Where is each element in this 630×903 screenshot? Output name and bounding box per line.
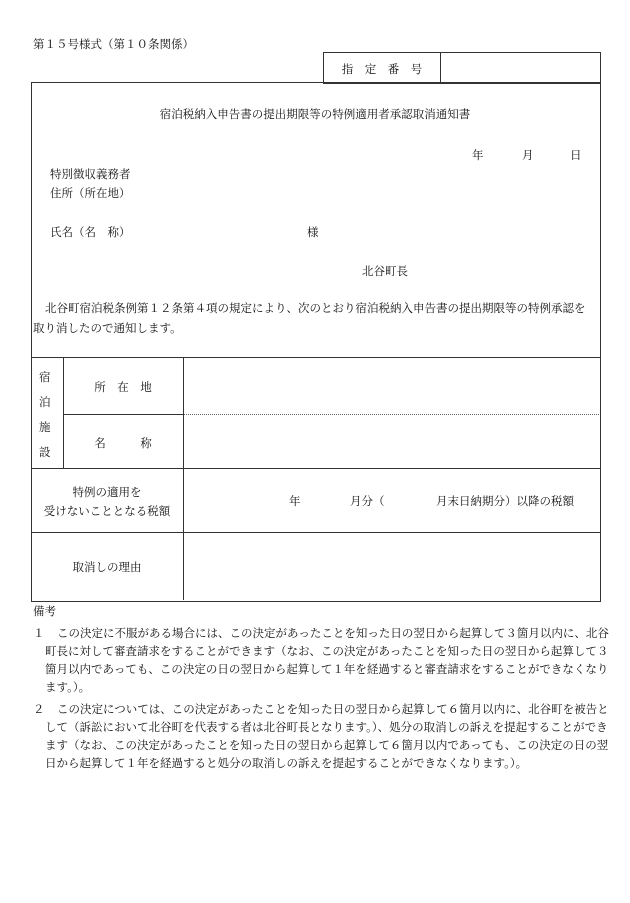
- date-month: 月: [522, 148, 534, 162]
- tax-value-year: 年: [289, 494, 301, 508]
- tax-label-line-2: 受けないこととなる税額: [43, 504, 171, 518]
- facility-location-field[interactable]: [184, 358, 599, 414]
- date-day: 日: [570, 148, 582, 162]
- issuer: 北谷町長: [362, 264, 408, 278]
- notice-body-text: 北谷町宿泊税条例第１２条第４項の規定により、次のとおり宿泊税納入申告書の提出期限等の特例承認を取り消したので通知します。: [33, 301, 586, 335]
- page-title: 宿泊税納入申告書の提出期限等の特例適用者承認取消通知書: [159, 107, 471, 121]
- facility-group-char-4: 設: [39, 445, 51, 459]
- notes-heading: 備考: [33, 604, 56, 618]
- facility-name-field[interactable]: [184, 415, 599, 468]
- designation-number-box: [323, 52, 601, 84]
- tax-value-month: 月分（: [350, 494, 385, 508]
- addressee-role: 特別徴収義務者: [50, 167, 131, 181]
- facility-group-char-1: 宿: [39, 370, 51, 384]
- tax-label-line-1: 特例の適用を: [72, 485, 142, 499]
- reason-field[interactable]: [184, 533, 599, 600]
- form-number: 第１５号様式（第１０条関係）: [33, 37, 194, 51]
- designation-number-label: 指 定 番 号: [341, 62, 423, 76]
- facility-group-char-3: 施: [39, 420, 51, 434]
- note-text-2: この決定については、この決定があったことを知った日の翌日から起算して６箇月以内に、北谷町を被告として（訴訟において北谷町を代表する者は北谷町長となります。）、処分の取消しの訴えを提起することができます（なお、この決定があったことを知った日の翌日から起算して６箇月以内であっても、この決定の日の翌日から起算して１年を経過すると処分の取消しの訴えを提起することができなくなります。）。: [45, 702, 609, 770]
- notice-form: [31, 82, 601, 602]
- note-text-1: この決定に不服がある場合には、この決定があったことを知った日の翌日から起算して３箇月以内に、北谷町長に対して審査請求をすることができます（なお、この決定があったことを知った日の翌日から起算して３箇月以内であっても、この決定の日の翌日から起算して１年を経過すると審査請求をすることができなくなります。）。: [45, 626, 609, 694]
- addressee-name-label: 氏名（名 称）: [50, 225, 131, 239]
- designation-number-field[interactable]: [441, 53, 600, 83]
- note-number-2: ２: [33, 702, 45, 716]
- addressee-honorific: 様: [307, 225, 319, 239]
- date-year: 年: [472, 148, 484, 162]
- facility-name-label: 名 称: [94, 436, 152, 450]
- note-item-2: [33, 700, 610, 772]
- addressee-address-label: 住所（所在地）: [50, 186, 131, 200]
- note-item-1: [33, 624, 610, 696]
- tax-value-rest: 月末日納期分）以降の税額: [436, 494, 574, 508]
- note-number-1: １: [33, 626, 45, 640]
- reason-label: 取消しの理由: [72, 560, 142, 574]
- facility-location-label: 所 在 地: [94, 380, 152, 394]
- facility-group-char-2: 泊: [39, 395, 51, 409]
